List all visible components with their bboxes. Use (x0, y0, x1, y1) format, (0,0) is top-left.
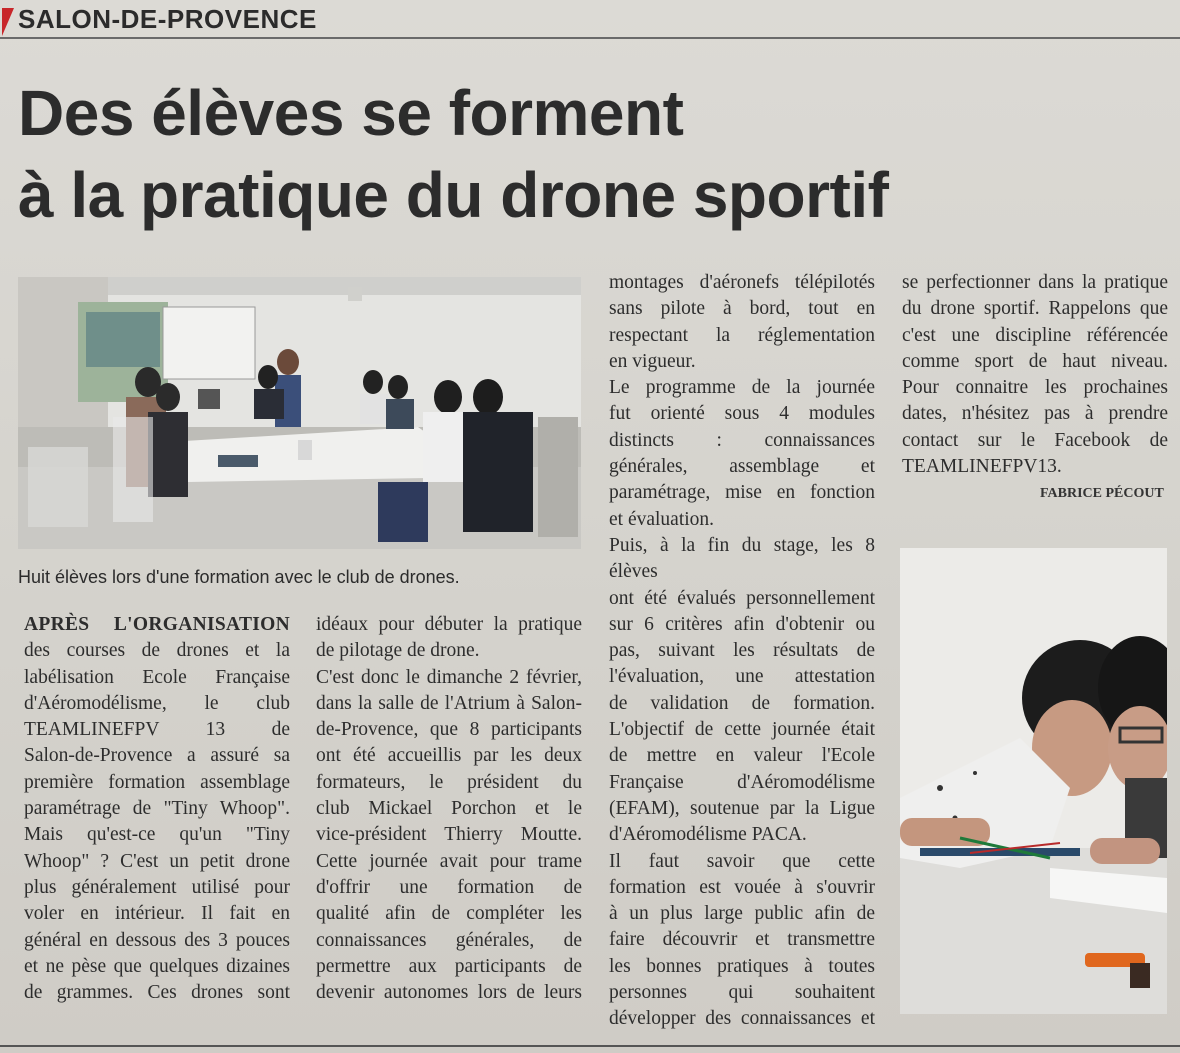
column-line: montages d'aéronefs télépilotés (609, 272, 875, 293)
column-line: TEAMLINEFPV13. (902, 456, 1062, 478)
column-line: l'évaluation, une attestation (609, 666, 875, 688)
column-line: Il faut savoir que cette (609, 850, 875, 872)
column-line: permettre aux participants de (316, 955, 582, 977)
column-line: en vigueur. (609, 350, 696, 372)
column-line: et ne pèse que quelques dizaines (24, 955, 290, 977)
column-line: dates, n'hésitez pas à prendre (902, 403, 1168, 425)
rubric-rule (0, 37, 1180, 39)
column-line: ont été évalués personnellement (609, 587, 875, 609)
column-line: idéaux pour débuter la pratique (316, 614, 582, 635)
article-lead-in: APRÈS L'ORGANISATION (24, 614, 290, 635)
column-line: formation est vouée à s'ouvrir (609, 876, 875, 898)
column-line: personnes qui souhaitent (609, 982, 875, 1004)
column-line: paramétrage, mise en fonction (609, 482, 875, 504)
column-line: club Mickael Porchon et le (316, 798, 582, 820)
classroom-photo (18, 277, 581, 549)
column-line: (EFAM), soutenue par la Ligue (609, 797, 875, 819)
column-line: développer des connaissances et (609, 1008, 875, 1030)
column-line: ont été accueillis par les deux (316, 745, 582, 767)
column-line: Puis, à la fin du stage, les 8 élèves (609, 534, 875, 583)
column-line: paramétrage de "Tiny Whoop". (24, 798, 290, 820)
column-line: du drone sportif. Rappelons que (902, 298, 1168, 320)
headline-line-2: à la pratique du drone sportif (18, 159, 889, 231)
column-line: de pilotage de drone. (316, 640, 480, 662)
column-line: Cette journée avait pour trame (316, 850, 582, 872)
drone-assembly-illustration (900, 548, 1167, 1014)
column-line: formateurs, le président du (316, 771, 582, 793)
column-line: première formation assemblage (24, 771, 290, 793)
column-line: Le programme de la journée (609, 377, 875, 399)
column-line: qualité afin de compléter les (316, 903, 582, 925)
column-line: labélisation Ecole Française (24, 666, 290, 688)
column-line: plus généralement utilisé pour (24, 876, 290, 898)
column-line: fut orienté sous 4 modules (609, 403, 875, 425)
column-line: comme sport de haut niveau. (902, 350, 1168, 372)
column-line: contact sur le Facebook de (902, 429, 1168, 451)
article-column-2 (316, 612, 582, 1006)
classroom-photo-illustration (18, 277, 581, 549)
column-line: les bonnes pratiques à toutes (609, 955, 875, 977)
column-line: Salon-de-Provence a assuré sa (24, 745, 290, 767)
photo-caption: Huit élèves lors d'une formation avec le club de drones. (18, 567, 460, 587)
column-line: Whoop" ? C'est un petit drone (24, 850, 290, 872)
bottom-rule (0, 1045, 1180, 1047)
column-line: connaissances générales, de (316, 929, 582, 951)
column-line: Pour connaitre les prochaines (902, 377, 1168, 399)
column-line: de validation de formation. (609, 692, 875, 714)
column-line: Française d'Aéromodélisme (609, 771, 875, 793)
column-line: se perfectionner dans la pratique (902, 272, 1168, 293)
article-headline (18, 72, 1168, 236)
column-line: c'est une discipline référencée (902, 324, 1168, 346)
column-line: distincts : connaissances (609, 429, 875, 451)
column-line: d'Aéromodélisme PACA. (609, 824, 807, 846)
column-line: faire découvrir et transmettre (609, 929, 875, 951)
article-column-3 (609, 270, 875, 1033)
column-line: vice-président Thierry Moutte. (316, 824, 582, 846)
column-line: TEAMLINEFPV 13 de (24, 719, 290, 741)
column-line: voler en intérieur. Il fait en (24, 903, 290, 925)
column-line: générales, assemblage et (609, 456, 875, 478)
drone-assembly-photo (900, 548, 1167, 1014)
column-line: d'Aéromodélisme, le club (24, 692, 290, 714)
article-column-4 (902, 270, 1168, 480)
column-line: de grammes. Ces drones sont (24, 982, 290, 1004)
column-line: devenir autonomes lors de leurs (316, 982, 582, 1004)
column-line: sans pilote à bord, tout en (609, 298, 875, 320)
column-line: pas, suivant les résultats de (609, 640, 875, 662)
column-line: L'objectif de cette journée était (609, 719, 875, 741)
column-line: respectant la réglementation (609, 324, 875, 346)
column-line: sur 6 critères afin d'obtenir ou (609, 613, 875, 635)
column-line: général en dessous des 3 pouces (24, 929, 290, 951)
column-line: d'offrir une formation de (316, 876, 582, 898)
column-line: et évaluation. (609, 508, 715, 530)
column-line: dans la salle de l'Atrium à Salon- (316, 692, 582, 714)
rubric-red-marker (2, 8, 14, 36)
article-column-1 (24, 612, 290, 1006)
headline-line-1: Des élèves se forment (18, 77, 684, 149)
section-rubric: SALON-DE-PROVENCE (18, 4, 317, 34)
author-byline: FABRICE PÉCOUT (1040, 486, 1164, 501)
column-line: à un plus large public afin de (609, 903, 875, 925)
column-line: des courses de drones et la (24, 640, 290, 662)
column-line: C'est donc le dimanche 2 février, (316, 666, 582, 688)
column-line: de mettre en valeur l'Ecole (609, 745, 875, 767)
column-line: Mais qu'est-ce qu'un "Tiny (24, 824, 290, 846)
column-line: de-Provence, que 8 participants (316, 719, 582, 741)
